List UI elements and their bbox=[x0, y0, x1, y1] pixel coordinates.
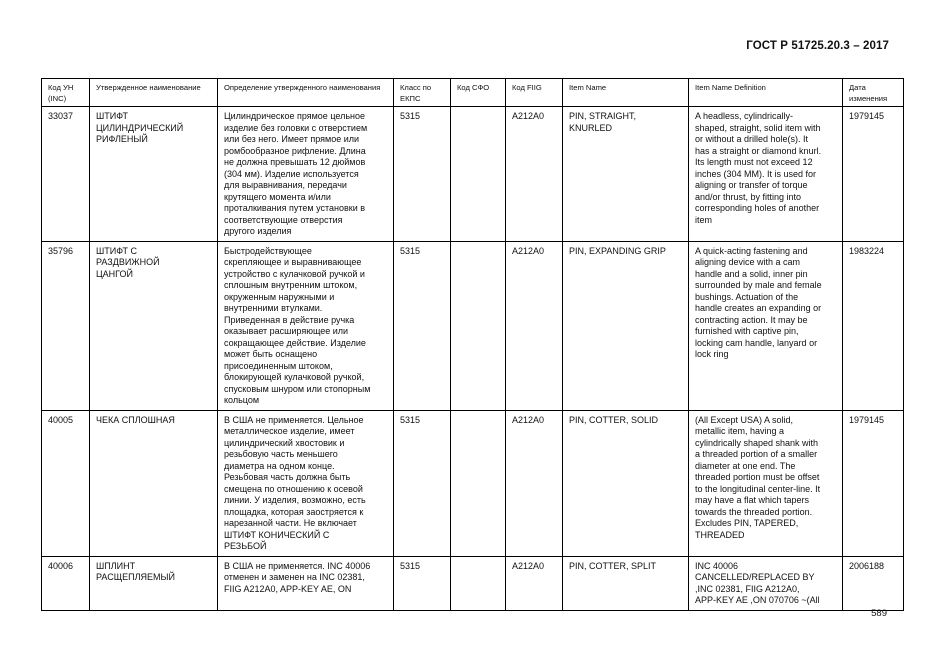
cell-inc: 33037 bbox=[42, 107, 90, 242]
header-ekps-class: Класс по ЕКПС bbox=[394, 79, 451, 107]
cell-sfo-code bbox=[451, 556, 506, 610]
header-change-date: Дата изменения bbox=[843, 79, 904, 107]
cell-approved-name: ЧЕКА СПЛОШНАЯ bbox=[90, 410, 218, 556]
cell-name-definition: В США не применяется. Цельное металлическое изделие, имеет цилиндрический хвостовик и резьбовую часть меньшего диаметра на одном конце. Резьбовая часть должна быть смещена по отношению к осевой линии. У изделия, возможно, есть площадка, которая заостряется к нарезанной части. Не включает ШТИФТ КОНИЧЕСКИЙ С РЕЗЬБОЙ bbox=[218, 410, 394, 556]
nomenclature-table bbox=[41, 78, 904, 611]
table-row bbox=[42, 410, 904, 556]
cell-approved-name: ШТИФТ ЦИЛИНДРИЧЕСКИЙ РИФЛЕНЫЙ bbox=[90, 107, 218, 242]
header-approved-name: Утвержденное наименование bbox=[90, 79, 218, 107]
cell-sfo-code bbox=[451, 410, 506, 556]
cell-fiig-code: A212A0 bbox=[506, 241, 563, 410]
page-number: 589 bbox=[871, 608, 887, 619]
header-name-definition: Определение утвержденного наименования bbox=[218, 79, 394, 107]
cell-name-definition: Цилиндрическое прямое цельное изделие без головки с отверстием или без него. Имеет прямое или ромбообразное рифление. Длина не должна превышать 12 дюймов (304 мм). Изделие используется для выравнивания, передачи крутящего момента и/или проталкивания путем установки в соответствующие отверстия другого изделия bbox=[218, 107, 394, 242]
cell-item-name-definition: (All Except USA) A solid, metallic item, having a cylindrically shaped shank with a threaded portion of a smaller diameter at one end. The threaded portion must be offset to the longitudinal center-line. It may have a flat which tapers towards the threaded portion. Excludes PIN, TAPERED, THREADED bbox=[689, 410, 843, 556]
cell-ekps-class: 5315 bbox=[394, 556, 451, 610]
header-item-name: Item Name bbox=[563, 79, 689, 107]
table-row bbox=[42, 556, 904, 610]
cell-item-name-definition: INC 40006 CANCELLED/REPLACED BY ,INC 02381, FIIG A212A0, APP-KEY AE ,ON 070706 ~(All bbox=[689, 556, 843, 610]
cell-fiig-code: A212A0 bbox=[506, 410, 563, 556]
cell-fiig-code: A212A0 bbox=[506, 107, 563, 242]
cell-inc: 40005 bbox=[42, 410, 90, 556]
cell-change-date: 1983224 bbox=[843, 241, 904, 410]
cell-ekps-class: 5315 bbox=[394, 410, 451, 556]
cell-inc: 35796 bbox=[42, 241, 90, 410]
header-fiig-code: Код FIIG bbox=[506, 79, 563, 107]
cell-change-date: 1979145 bbox=[843, 107, 904, 242]
header-item-name-definition: Item Name Definition bbox=[689, 79, 843, 107]
table-row bbox=[42, 241, 904, 410]
document-code: ГОСТ Р 51725.20.3 – 2017 bbox=[746, 40, 889, 52]
cell-approved-name: ШПЛИНТ РАСЩЕПЛЯЕМЫЙ bbox=[90, 556, 218, 610]
table-header-row bbox=[42, 79, 904, 107]
cell-ekps-class: 5315 bbox=[394, 107, 451, 242]
cell-sfo-code bbox=[451, 107, 506, 242]
cell-fiig-code: A212A0 bbox=[506, 556, 563, 610]
cell-item-name: PIN, COTTER, SPLIT bbox=[563, 556, 689, 610]
cell-name-definition: Быстродействующее скрепляющее и выравнивающее устройство с кулачковой ручкой и сплошным внутренним штоком, окруженным наружными и внутренними втулками. Приведенная в действие ручка оказывает расширяющее или сокращающее действие. Изделие может быть оснащено присоединенным штоком, блокирующей кулачковой ручкой, спусковым шнуром или стопорным кольцом bbox=[218, 241, 394, 410]
cell-name-definition: В США не применяется. INC 40006 отменен и заменен на INC 02381, FIIG A212A0, APP-KEY AE, ON bbox=[218, 556, 394, 610]
cell-ekps-class: 5315 bbox=[394, 241, 451, 410]
cell-item-name: PIN, STRAIGHT, KNURLED bbox=[563, 107, 689, 242]
header-sfo-code: Код СФО bbox=[451, 79, 506, 107]
cell-item-name-definition: A quick-acting fastening and aligning device with a cam handle and a solid, inner pin surrounded by male and female bushings. Actuation of the handle creates an expanding or contracting action. It may be furnished with captive pin, locking cam handle, lanyard or lock ring bbox=[689, 241, 843, 410]
cell-item-name: PIN, EXPANDING GRIP bbox=[563, 241, 689, 410]
cell-approved-name: ШТИФТ С РАЗДВИЖНОЙ ЦАНГОЙ bbox=[90, 241, 218, 410]
cell-item-name-definition: A headless, cylindrically- shaped, straight, solid item with or without a drilled hole(s). It has a straight or diamond knurl. Its length must not exceed 12 inches (304 MM). It is used for aligning or transfer of torque and/or thrust, by fitting into corresponding holes of another item bbox=[689, 107, 843, 242]
cell-change-date: 2006188 bbox=[843, 556, 904, 610]
header-inc: Код УН (INC) bbox=[42, 79, 90, 107]
table-row bbox=[42, 107, 904, 242]
cell-inc: 40006 bbox=[42, 556, 90, 610]
cell-sfo-code bbox=[451, 241, 506, 410]
cell-item-name: PIN, COTTER, SOLID bbox=[563, 410, 689, 556]
cell-change-date: 1979145 bbox=[843, 410, 904, 556]
